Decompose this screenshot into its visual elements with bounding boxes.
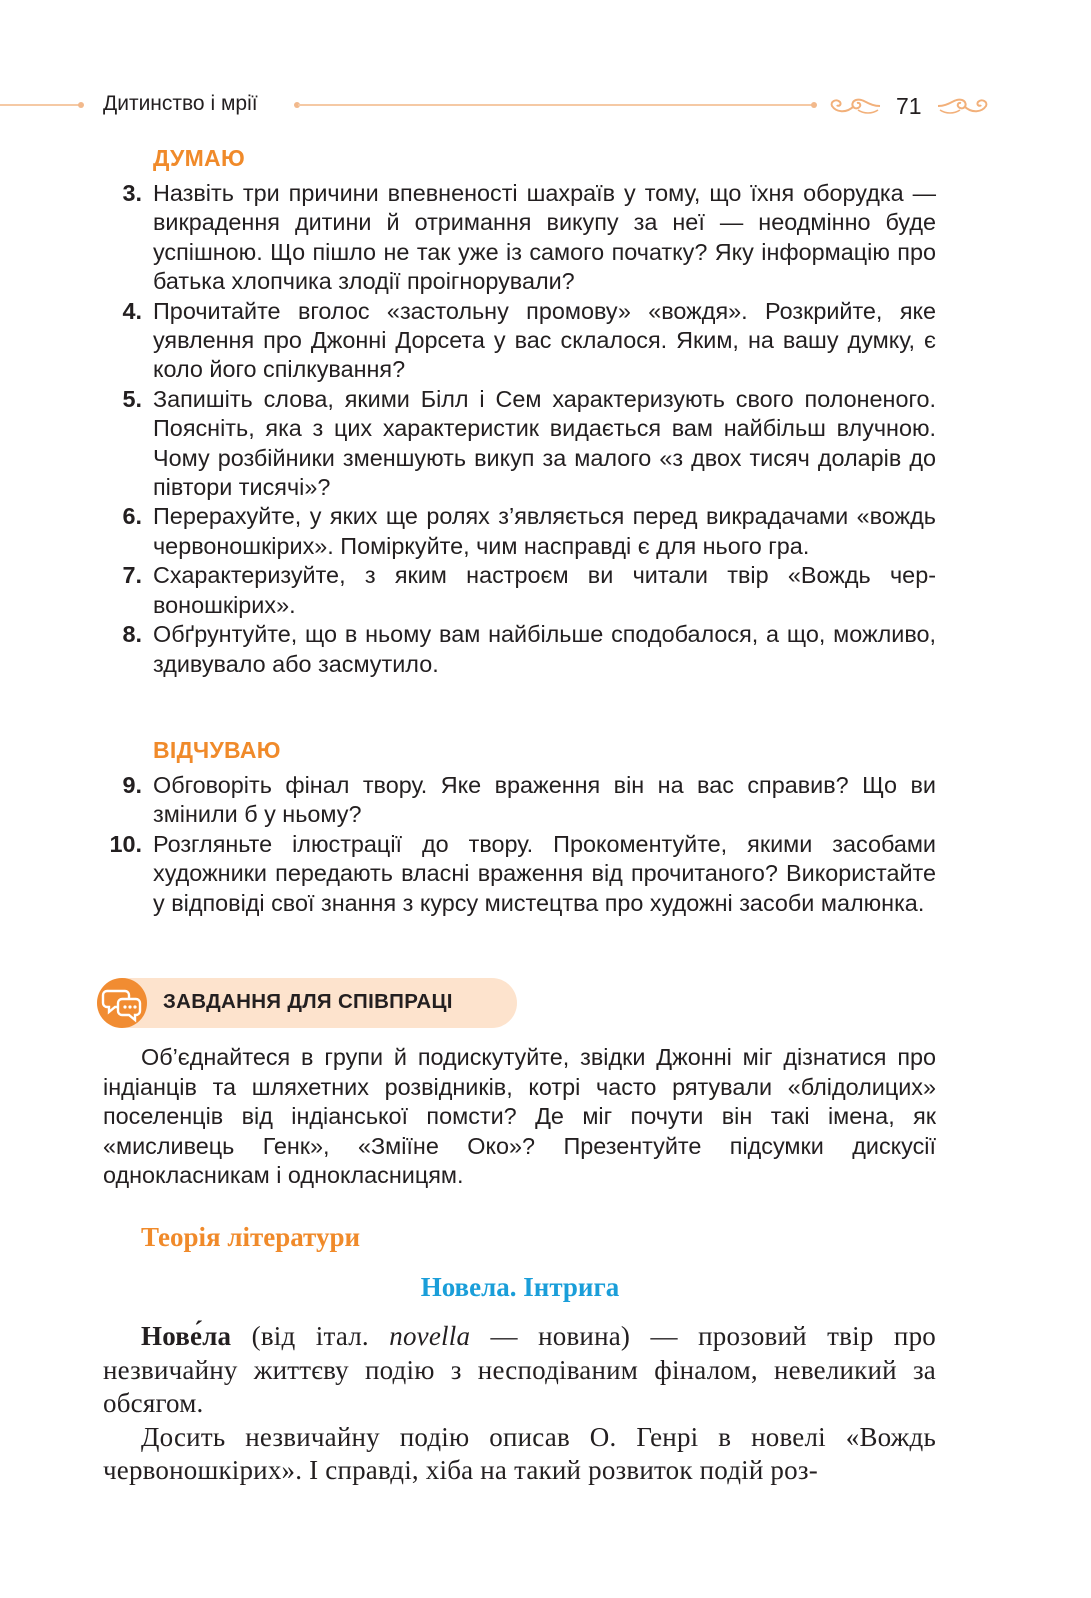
collaboration-label: ЗАВДАННЯ ДЛЯ СПІВПРАЦІ	[163, 990, 453, 1013]
question-text: Прочитайте вголос «застольну промову» «вождя». Розкрийте, яке уявлення про Джонні Дорсета у вас склалося. Яким, на вашу думку, є коло його спілкування?	[153, 297, 936, 383]
question-text: Обговоріть фінал твору. Яке враження він на вас справив? Що ви змінили б у ньому?	[153, 772, 936, 828]
question-text: Перерахуйте, у яких ще ролях з’являється перед викрадачами «вождь червоношкірих». Поміркуйте, чим насправді є для нього гра.	[153, 503, 936, 559]
question-item	[100, 502, 936, 561]
theory-body	[103, 1320, 936, 1488]
question-text: Розгляньте ілюстрації до твору. Прокоментуйте, якими засобами художники передають власні враження від прочитаного? Використайте у відповіді свої знання з курсу мистецтва про художні засоби малюнка.	[153, 830, 936, 916]
header-rule-left-dot	[78, 102, 84, 108]
collaboration-paragraph: Об’єднайтеся в групи й подискутуйте, звідки Джонні міг дізнатися про індіанців та шляхетних розвідників, котрі часто рятували «блідолицих» поселенців від індіанської помсти? Де міг почути він такі імена, як «мисливець Генк», «Зміїне Око»? Презентуйте підсумки дискусії однокласникам і однокласницям.	[103, 1044, 936, 1189]
chat-bubbles-icon	[97, 978, 147, 1028]
question-number: 8.	[122, 621, 142, 648]
definition-term: Нове́ла	[141, 1321, 232, 1351]
question-text: Запишіть слова, якими Білл і Сем характеризують свого полоненого. Поясніть, яка з цих характеристик видається вам найбільш влучною. Чому розбійники зменшують викуп за малого «з двох тисяч доларів до півтори тисячі»?	[153, 385, 936, 501]
question-number: 5.	[122, 385, 142, 412]
question-list-thinking	[100, 179, 936, 679]
header-rule-left	[0, 104, 80, 106]
question-item	[100, 830, 936, 918]
section-heading-feeling: ВІДЧУВАЮ	[153, 737, 281, 763]
running-header-title: Дитинство і мрії	[103, 92, 258, 115]
section-heading-thinking: ДУМАЮ	[153, 145, 245, 171]
definition-paragraph	[103, 1320, 936, 1421]
page-number: 71	[896, 93, 922, 119]
definition-rest: — новина) — прозовий твір про незвичайну життєву подію з несподіваним фіналом, невеликий за обсягом.	[103, 1321, 936, 1419]
question-text: Обґрунтуйте, що в ньому вам найбільше сподобалося, а що, можливо, здивувало або засмутило.	[153, 621, 936, 677]
header-rule-mid-end-dot	[811, 102, 817, 108]
question-number: 7.	[122, 562, 142, 589]
question-item	[100, 179, 936, 297]
definition-italic-word: novella	[389, 1321, 471, 1351]
theory-heading: Теорія літератури	[141, 1222, 361, 1252]
header-rule-mid	[298, 104, 814, 106]
ornament-left-icon	[828, 94, 882, 118]
question-item	[100, 561, 936, 620]
body-paragraph: Досить незвичайну подію описав О. Генрі в новелі «Вождь червоношкірих». І справді, хіба на такий розвиток подій роз-	[103, 1421, 936, 1486]
question-number: 3.	[122, 180, 142, 206]
question-number: 4.	[122, 297, 142, 324]
question-item	[100, 385, 936, 503]
question-number: 9.	[122, 772, 142, 798]
question-item	[100, 297, 936, 385]
theory-title: Новела. Інтрига	[420, 1272, 620, 1302]
ornament-right-icon	[936, 94, 990, 118]
collaboration-icon-badge	[97, 978, 147, 1028]
question-list-feeling	[100, 771, 936, 918]
question-text: Схарактеризуйте, з яким настроєм ви читали твір «Вождь червоношкірих».	[153, 562, 936, 618]
question-number: 6.	[122, 503, 142, 530]
question-item	[100, 771, 936, 830]
collaboration-text	[103, 1043, 936, 1191]
question-number: 10.	[109, 830, 142, 857]
question-item	[100, 620, 936, 679]
question-text: Назвіть три причини впевненості шахраїв у тому, що їхня оборудка — викрадення дитини й отримання викупу за неї — неодмінно буде успішною. Що пішло не так уже із самого початку? Яку інформацію про батька хлопчика злодії проігнорували?	[153, 180, 936, 295]
definition-open: (від італ.	[231, 1321, 390, 1351]
